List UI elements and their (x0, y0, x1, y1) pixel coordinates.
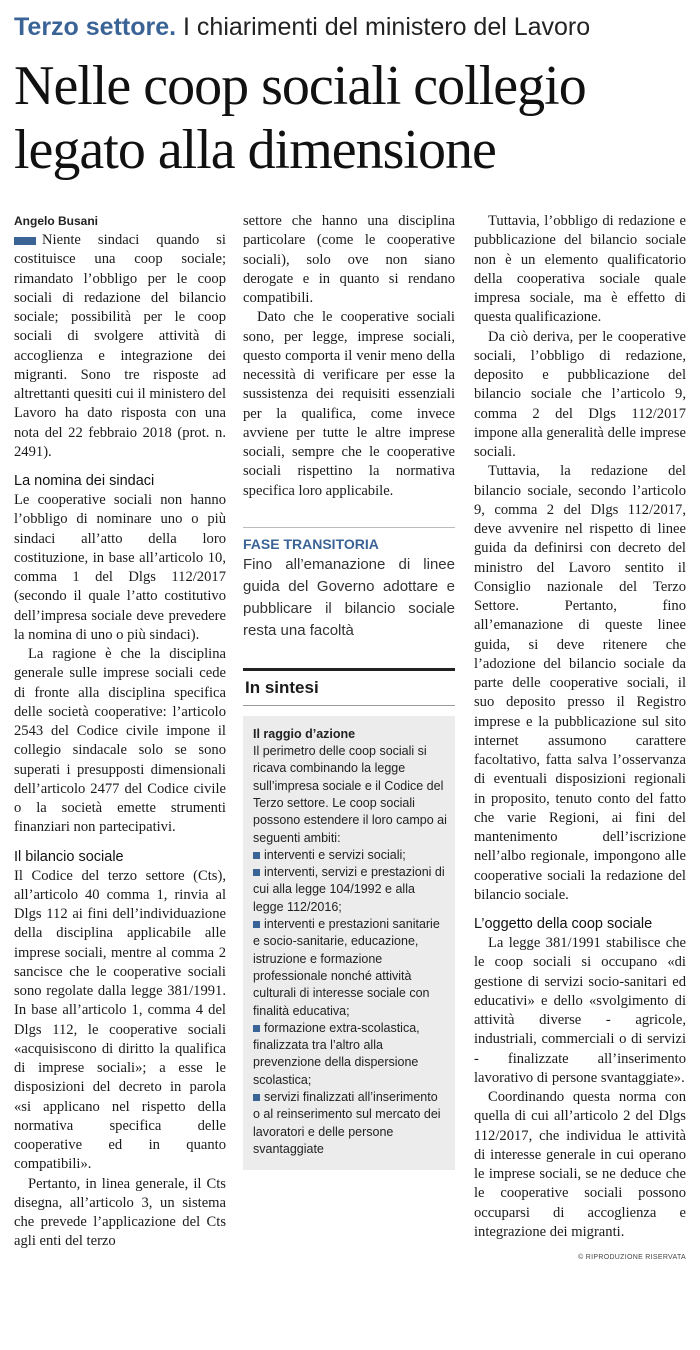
pull-quote-title: FASE TRANSITORIA (243, 535, 379, 552)
paragraph: Dato che le cooperative sociali sono, per legge, imprese sociali, questo comporta il venir meno della necessità di verificare per esse la sussistenza dei requisiti essenziali per la qualifica, come invece avviene per tutte le altre imprese sociali, sempre che le cooperative sociali rispettino la normativa specifica loro applicabile. (243, 309, 455, 499)
bullet-icon (253, 921, 260, 928)
section-label: Terzo settore. (14, 13, 177, 41)
subhead-oggetto-coop: L’oggetto della coop sociale (474, 916, 653, 932)
kicker (14, 12, 694, 42)
pull-quote-text: Fino all’emanazione di linee guida del Governo adottare e pubblicare il bilancio sociale resta una facoltà (243, 555, 455, 639)
paragraph: La ragione è che la disciplina generale sulle imprese sociali cede di fronte alla disciplina specifica delle società cooperative: l’articolo 2543 del Codice civile impone il collegio sindacale solo se sono superati i presupposti dimensionali dell’articolo 2477 del Codice civile o la società emette strumenti finanziari non partecipativi. (14, 646, 226, 836)
summary-intro: Il perimetro delle coop sociali si ricava combinando la legge sull’impresa sociale e il Codice del Terzo settore. Le coop sociali possono estendere il loro campo ai seguenti ambiti: (253, 744, 447, 845)
paragraph: Tuttavia, la redazione del bilancio sociale, secondo l’articolo 9, comma 2 del Dlgs 112/2017, deve avvenire nel rispetto di linee guida da definirsi con decreto del ministro del Lavoro sentito il Consiglio nazionale del Terzo Settore. Pertanto, fino all’emanazione di queste linee guida, si deve ritenere che l’adozione del bilancio sociale da parte delle cooperative sociali, il suo deposito presso il Registro imprese e la pubblicazione sul sito internet assumono carattere facoltativo, fatta salva l’osservanza di eventuali disposizioni regionali in proposito, tenuto conto del fatto che varie Regioni, ai fini del mantenimento dell’iscrizione nell’albo regionale, impongono alle cooperative sociali la redazione del bilancio sociale. (474, 463, 686, 903)
paragraph: settore che hanno una disciplina particolare (come le cooperative sociali), solo ove non siano derogate e in quanto si rendano compatibili. (243, 213, 455, 306)
list-item: interventi e prestazioni sanitarie e socio-sanitarie, educazione, istruzione e formazione professionale nonché attività culturali di interesse sociale con finalità educativa; (253, 917, 440, 1018)
summary-box (243, 668, 455, 1170)
paragraph: Da ciò deriva, per le cooperative sociali, l’obbligo di redazione, deposito e pubblicazione del bilancio sociale che l’articolo 9, comma 2 del Dlgs 112/2017 impone alla generalità delle imprese sociali. (474, 328, 686, 460)
pull-quote (243, 527, 455, 642)
summary-box-title: In sintesi (243, 671, 455, 706)
summary-box-body (243, 716, 455, 1170)
subhead-nomina-sindaci: La nomina dei sindaci (14, 473, 155, 489)
paragraph: La legge 381/1991 stabilisce che le coop sociali si occupano «di gestione di servizi socio-sanitari ed educativi» e dello «svolgimento di attività diverse - agricole, industriali, commerciali o di servizi - finalizzate all’inserimento lavorativo di persone svantaggiate». (474, 935, 686, 1086)
column-1 (14, 212, 226, 1252)
lead-text: Niente sindaci quando si costituisce una coop sociale; rimandato l’obbligo per le coop sociali di redazione del bilancio sociale; possibilità per le coop sociali di svolgere attività di accoglienza e integrazione dei migranti. Sono tre risposte ad altrettanti quesiti cui il ministero del Lavoro ha dato risposta con una nota del 22 febbraio 2018 (prot. n. 2491). (14, 232, 226, 460)
kicker-subtitle: I chiarimenti del ministero del Lavoro (183, 13, 591, 41)
column-2 (243, 212, 455, 1170)
summary-subtitle: Il raggio d’azione (253, 726, 356, 741)
paragraph: Le cooperative sociali non hanno l’obbligo di nominare uno o più sindaci all’atto della loro costituzione, in base all’articolo 10, comma 1 del Dlgs 112/2017 (secondo il quale l’atto costitutivo dell’impresa sociale deve prevedere la nomina di uno o più sindaci). (14, 492, 226, 643)
bullet-icon (253, 852, 260, 859)
byline: Angelo Busani (14, 214, 99, 228)
headline: Nelle coop sociali collegio legato alla dimensione (14, 55, 586, 181)
lead-marker-icon (14, 237, 36, 245)
column-3 (474, 212, 686, 1267)
list-item: servizi finalizzati all’inserimento o al reinserimento sul mercato dei lavoratori e delle persone svantaggiate (253, 1089, 441, 1156)
paragraph: Pertanto, in linea generale, il Cts disegna, all’articolo 3, un sistema che prevede l’applicazione del Cts agli enti del terzo (14, 1175, 226, 1250)
bullet-icon (253, 869, 260, 876)
paragraph: Coordinando questa norma con quella di cui all’articolo 2 del Dlgs 112/2017, che individua le attività di interesse generale in cui operano le imprese sociali, se ne deduce che le cooperative sociali possono occuparsi di accoglienza e integrazione dei migranti. (474, 1089, 686, 1240)
bullet-icon (253, 1094, 260, 1101)
list-item: interventi, servizi e prestazioni di cui alla legge 104/1992 e alla legge 112/2016; (253, 865, 445, 914)
summary-list (253, 847, 447, 1158)
list-item: formazione extra-scolastica, finalizzata tra l’altro alla prevenzione della dispersione scolastica; (253, 1020, 420, 1087)
lead-paragraph (14, 231, 226, 462)
copyright-notice: © RIPRODUZIONE RISERVATA (578, 1254, 686, 1261)
list-item: interventi e servizi sociali; (253, 847, 447, 864)
paragraph: Il Codice del terzo settore (Cts), all’articolo 40 comma 1, rinvia al Dlgs 112 ai fini dell’individuazione della disciplina applicabile alle imprese sociali, mentre al comma 2 sancisce che le cooperative sociali sono regolate dalla legge 381/1991. In base all’articolo 1, comma 4 del Dlgs 112, le cooperative sociali «acquisiscono di diritto la qualifica di imprese sociali»; a esse le disposizioni del decreto in parola «si applicano nel rispetto della normativa specifica delle cooperative ed in quanto compatibili». (14, 867, 226, 1173)
paragraph: Tuttavia, l’obbligo di redazione e pubblicazione del bilancio sociale non è un elemento qualificatorio della cooperativa sociale quale impresa sociale, ma è effetto di questa qualificazione. (474, 213, 686, 326)
bullet-icon (253, 1025, 260, 1032)
subhead-bilancio-sociale: Il bilancio sociale (14, 848, 124, 865)
